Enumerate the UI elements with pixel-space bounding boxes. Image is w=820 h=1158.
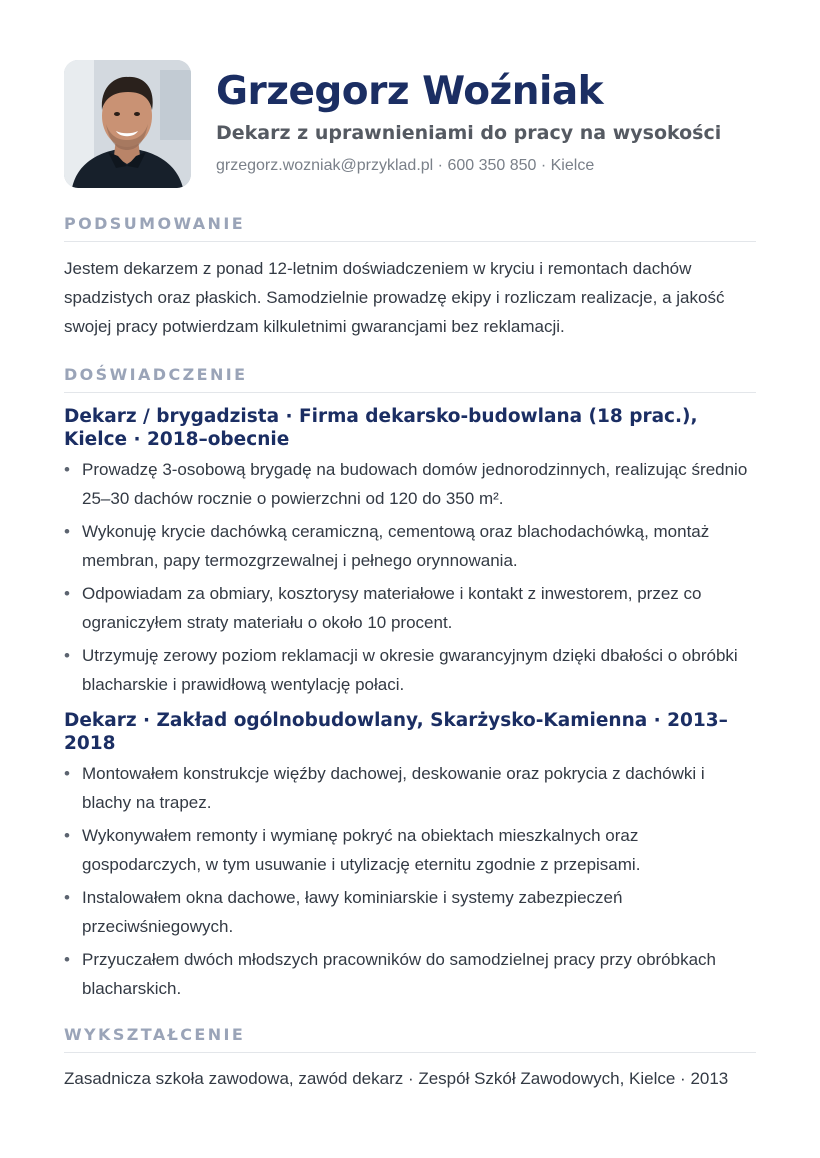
- job-bullets: [64, 759, 756, 1003]
- section-heading-education: WYKSZTAŁCENIE: [64, 1025, 756, 1053]
- bullet-item: • Prowadzę 3-osobową brygadę na budowach domów jednorodzinnych, realizując średnio 25–30 dachów rocznie o powierzchni od 120 do 350 m².: [64, 455, 756, 513]
- header-text: [216, 60, 721, 177]
- portrait-photo: [64, 60, 191, 188]
- bullet-item: • Wykonywałem remonty i wymianę pokryć na obiektach mieszkalnych oraz gospodarczych, w tym usuwanie i utylizację eternitu zgodnie z przepisami.: [64, 821, 756, 879]
- bullet-item: • Instalowałem okna dachowe, ławy kominiarskie i systemy zabezpieczeń przeciwśniegowych.: [64, 883, 756, 941]
- candidate-name: Grzegorz Woźniak: [216, 69, 604, 114]
- education-section: [64, 1025, 756, 1093]
- job-title: Dekarz / brygadzista · Firma dekarsko-budowlana (18 prac.), Kielce · 2018–obecnie: [64, 406, 698, 450]
- resume-header: [64, 60, 756, 188]
- summary-text: Jestem dekarzem z ponad 12-letnim doświadczeniem w kryciu i remontach dachów spadzistych oraz płaskich. Samodzielnie prowadzę ekipy i rozliczam realizacje, a jakość swojej pracy potwierdzam kilkuletnimi gwarancjami bez reklamacji.: [64, 259, 725, 336]
- bullet-item: • Montowałem konstrukcje więźby dachowej, deskowanie oraz pokrycia z dachówki i blachy na trapez.: [64, 759, 756, 817]
- resume-page: [64, 60, 756, 1093]
- avatar: [64, 60, 191, 188]
- contact-line: grzegorz.wozniak@przyklad.pl · 600 350 850 · Kielce: [216, 157, 595, 174]
- bullet-item: • Utrzymuję zerowy poziom reklamacji w okresie gwarancyjnym dzięki dbałości o obróbki blacharskie i prawidłową wentylację połaci.: [64, 641, 756, 699]
- summary-section: [64, 214, 756, 341]
- job-bullets: [64, 455, 756, 699]
- candidate-title: Dekarz z uprawnieniami do pracy na wysokości: [216, 122, 722, 144]
- job-title: Dekarz · Zakład ogólnobudowlany, Skarżysko-Kamienna · 2013–2018: [64, 710, 728, 754]
- section-heading-experience: DOŚWIADCZENIE: [64, 365, 756, 393]
- section-heading-summary: PODSUMOWANIE: [64, 214, 756, 242]
- education-entry: Zasadnicza szkoła zawodowa, zawód dekarz · Zespół Szkół Zawodowych, Kielce · 2013: [64, 1069, 729, 1088]
- bullet-item: • Odpowiadam za obmiary, kosztorysy materiałowe i kontakt z inwestorem, przez co ograniczyłem straty materiału o około 10 procent.: [64, 579, 756, 637]
- bullet-item: • Wykonuję krycie dachówką ceramiczną, cementową oraz blachodachówką, montaż membran, papy termozgrzewalnej i pełnego orynnowania.: [64, 517, 756, 575]
- experience-section: [64, 365, 756, 1003]
- bullet-item: • Przyuczałem dwóch młodszych pracowników do samodzielnej pracy przy obróbkach blacharskich.: [64, 945, 756, 1003]
